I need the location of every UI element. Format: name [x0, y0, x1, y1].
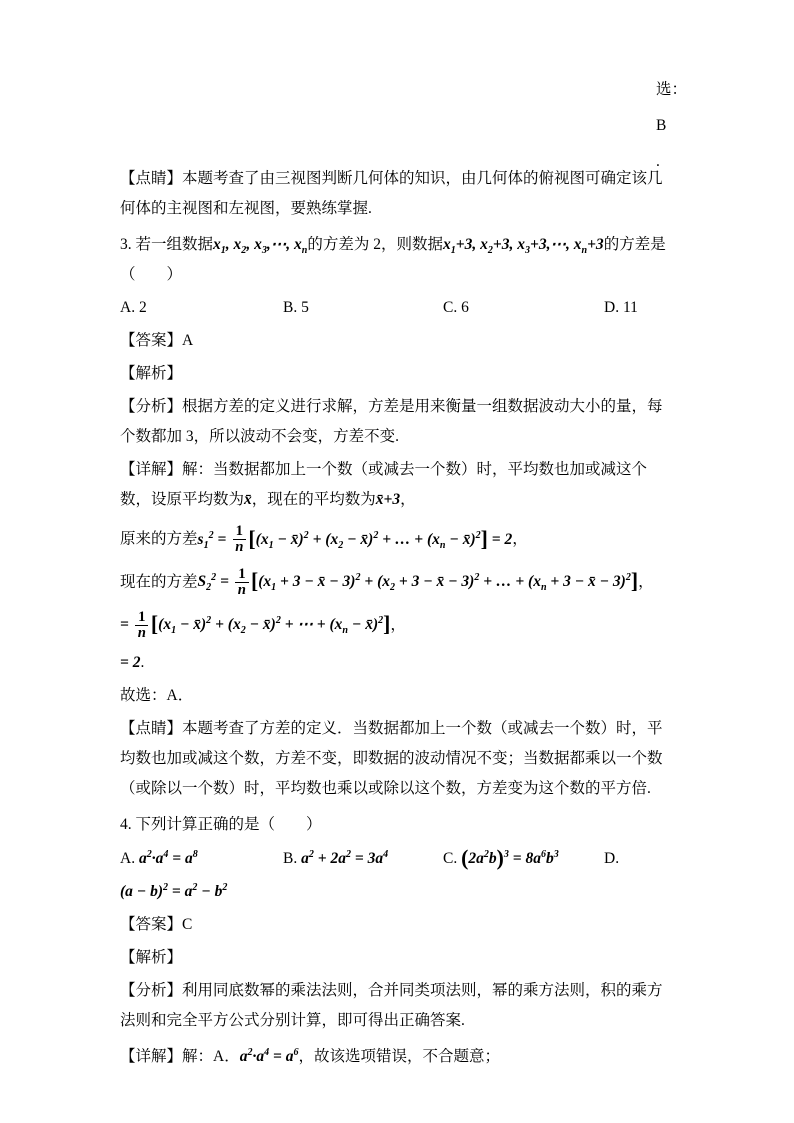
question-4-option-c: C. $(2a^2b)^3 = 8a^6b^3$ — [443, 845, 559, 870]
question-3-option-b: B. 5 — [283, 299, 309, 316]
question-4-option-b: B. $a^2 + 2a^2 = 3a^4$ — [283, 848, 389, 867]
question-4-answer: 【答案】C — [120, 915, 193, 933]
question-3-option-c: C. 6 — [443, 299, 469, 316]
question-3-stem: 3. 若一组数据$x_1$, $x_2$, $x_3,\cdots$, $x_n$的方差为 2，则数据$x_1+3$, $x_2+3$, $x_3+3,\cdots$, $x_n+3$的方差是（ ） — [120, 236, 666, 283]
document-body — [120, 164, 676, 1075]
question-3-detail: 【详解】解：当数据都加上一个数（或减去一个数）时，平均数也加或减这个数，设原平均数为x̄，现在的平均数为x̄+3， — [120, 461, 648, 508]
fragment-line-choose: 选： — [656, 81, 688, 98]
question-4-option-d-label: D. — [604, 849, 620, 867]
question-3-note: 【点睛】本题考查了方差的定义．当数据都加上一个数（或减去一个数）时，平均数也加或减这个数，方差不变，即数据的波动情况不变；当数据都乘以一个数（或除以一个数）时，平均数也乘以或除以这个数，方差变为这个数的平方倍. — [120, 719, 663, 797]
question-3-options — [120, 293, 676, 323]
question-4-option-a: A. $a^2\cdot a^4 = a^8$ — [120, 848, 198, 867]
formula-original-variance: 原来的方差$s_1^2$ = $\frac{1}{n}$ [($x_1$ − x̄)$^2$ + ($x_2$ − x̄)$^2$ + … + ($x_n$ − x̄)$^2$] = 2， — [120, 523, 528, 556]
formula-new-variance: 现在的方差$S_2^2$ = $\frac{1}{n}$ [($x_1 + 3$ − x̄ − $3)^2 + (x_2 + 3$ − x̄ − 3)$^2$ + … + ($x_n + 3$ − x̄ − 3)$^2$]， — [120, 565, 654, 599]
question-3-option-d: D. 11 — [604, 299, 638, 316]
question-4-analysis: 【分析】利用同底数幂的乘法法则，合并同类项法则，幂的乘方法则，积的乘方法则和完全平方公式分别计算，即可得出正确答案. — [120, 981, 663, 1029]
fragment-line-answer: B — [656, 117, 667, 134]
question-3-option-a: A. 2 — [120, 299, 147, 316]
formula-simplify-step: = $\frac{1}{n}$ [($x_1$ − x̄)$^2$ + ($x_2$ − x̄)$^2$ + ⋯ + ($x_n$ − x̄)$^2$]， — [120, 608, 406, 642]
question-3-analysis: 【分析】根据方差的定义进行求解，方差是用来衡量一组数据波动大小的量，每个数都加 3，所以波动不会变，方差不变. — [120, 398, 663, 445]
formula-result: = 2. — [120, 653, 145, 671]
question-3-conclusion: 故选：A． — [120, 686, 194, 704]
question-4-detail: 【详解】解：A．$a^2\cdot a^4 = a^6$，故该选项错误，不合题意； — [120, 1046, 501, 1065]
question-3-answer: 【答案】A — [120, 332, 194, 349]
question-4-options — [120, 843, 676, 874]
note-previous-question: 【点睛】本题考查了由三视图判断几何体的知识，由几何体的俯视图可确定该几何体的主视图和左视图，要熟练掌握. — [120, 170, 663, 217]
question-4-analysis-header: 【解析】 — [120, 948, 183, 966]
question-3-analysis-header: 【解析】 — [120, 365, 183, 382]
question-4-stem: 4. 下列计算正确的是（ ） — [120, 815, 322, 833]
question-4-option-d-formula: $(a - b)^2 = a^2 - b^2$ — [120, 881, 228, 900]
fragment-line-period: . — [656, 153, 660, 170]
